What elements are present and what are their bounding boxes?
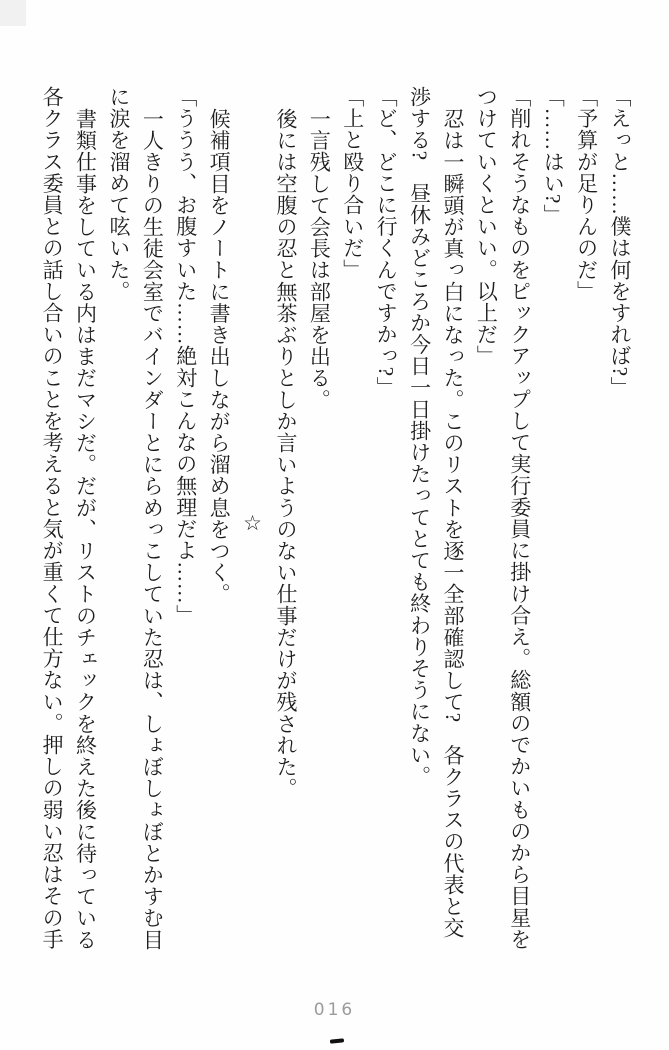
text-column: 渉する? 昼休みどころか今日一日掛けたってとても終わりそうにない。 [407,86,432,788]
text-column: 「ううう、お腹すいた……絶対こんなの無理だよ……」 [173,86,198,626]
text-column: 忍は一瞬頭が真っ白になった。このリストを逐一全部確認して? 各クラスの代表と交 [440,107,465,939]
text-column: 「……はい?」 [541,86,566,226]
binding-mark [330,1038,344,1043]
text-column: 一言残して会長は部屋を出る。 [307,107,332,410]
page-footer [0,1000,669,1020]
text-column: 一人きりの生徒会室でバインダーとにらめっこしていた忍は、しょぼしょぼとかすむ目 [140,107,165,950]
scan-artifact [0,0,26,26]
scene-break-star: ☆ [240,511,265,535]
vertical-text-area [35,86,636,986]
text-column: に涙を溜めて呟いた。 [106,86,131,302]
text-column: 書類仕事をしている内はまだマシだ。だが、リストのチェックを終えた後に待っている [73,107,98,950]
text-column: つけていくといい。以上だ」 [474,86,499,367]
text-column: 「ど、どこに行くんですかっ?」 [374,86,399,399]
page-number: 016 [313,1000,356,1020]
text-column: 「えっと……僕は何をすれば?」 [608,86,632,399]
text-column: 「削れそうなものをピックアップして実行委員に掛け合え。総額のでかいものから目星を [507,86,532,950]
text-column: 後には空腹の忍と無茶ぶりとしか言いようのない仕事だけが残された。 [273,107,298,799]
text-column: 「上と殴り合いだ」 [340,86,365,281]
text-column: 「予算が足りんのだ」 [574,86,599,302]
text-column: 候補項目をノートに書き出しながら溜め息をつく。 [207,107,232,605]
text-column: 各クラス委員との話し合いのことを考えると気が重くて仕方ない。押しの弱い忍はその手 [40,86,65,950]
